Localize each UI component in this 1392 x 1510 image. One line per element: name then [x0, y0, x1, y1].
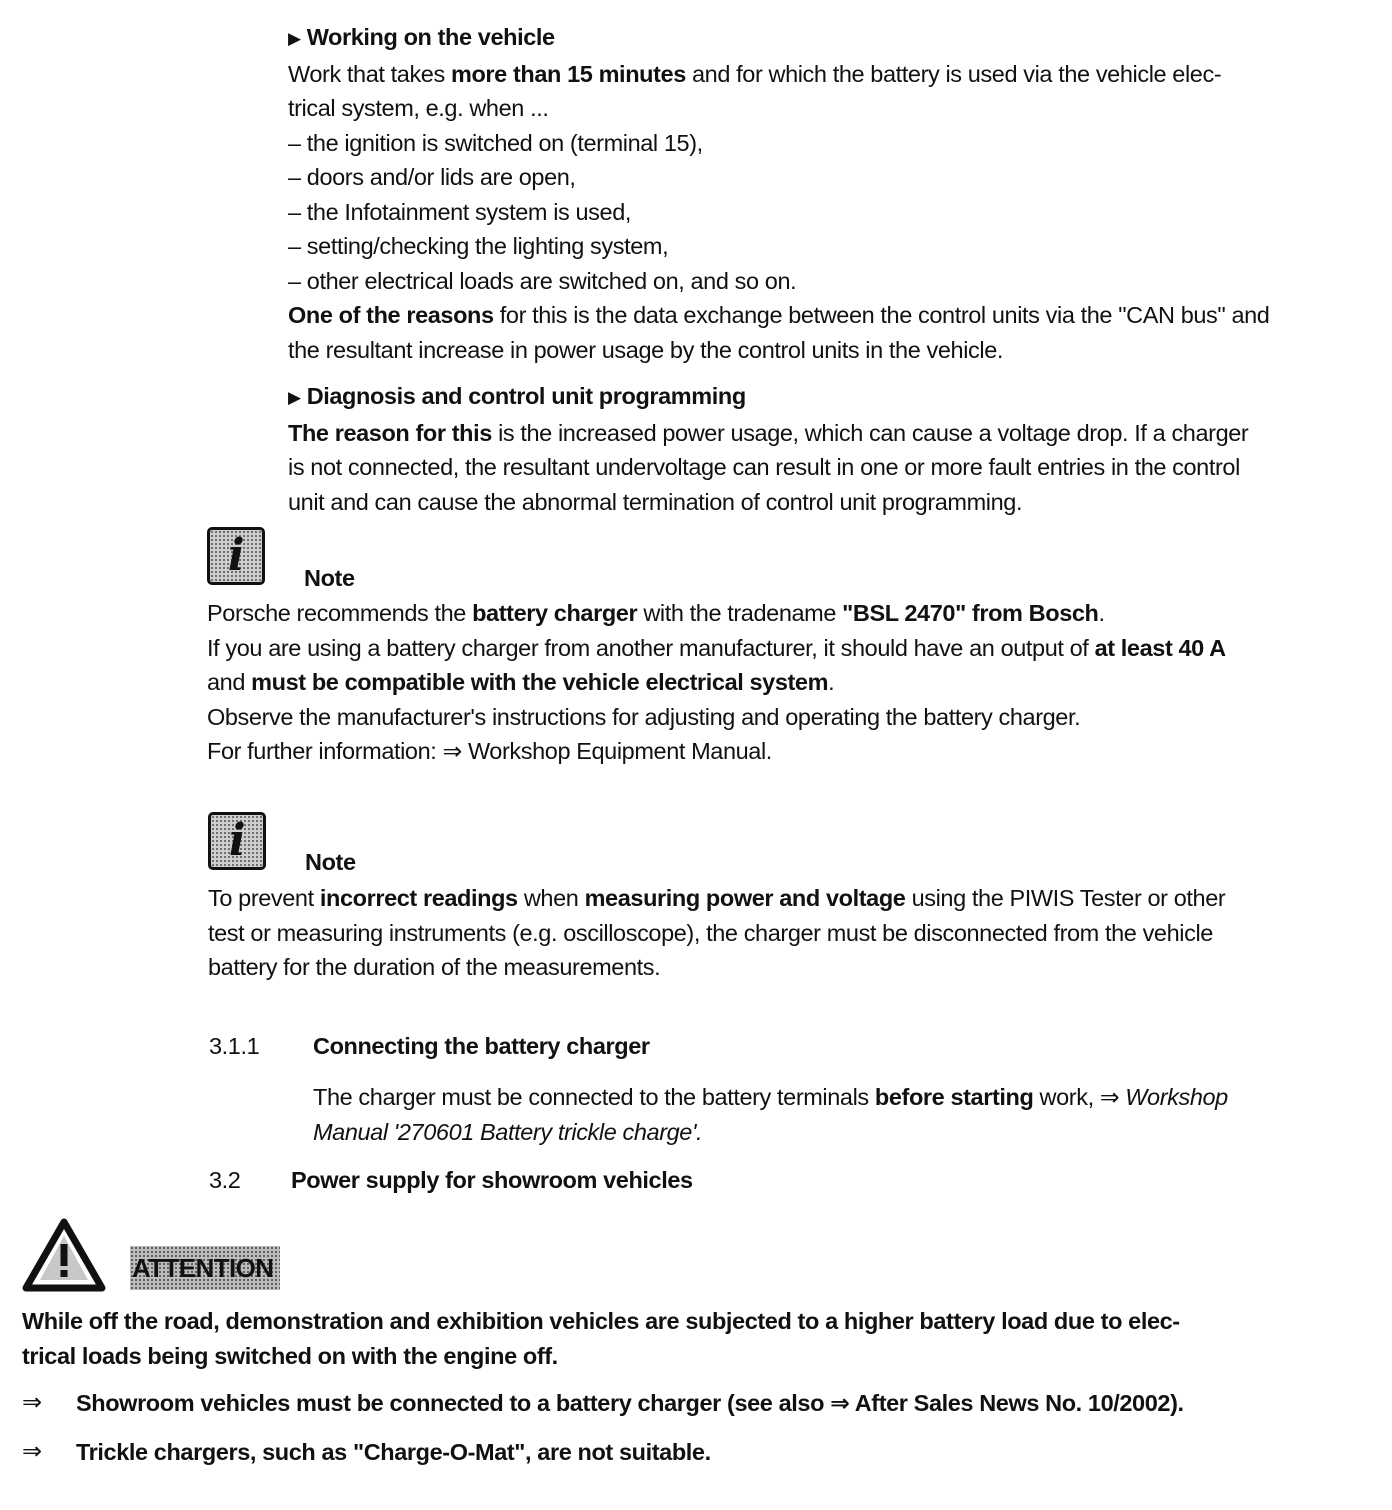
- diagnosis-line-2: is not connected, the resultant undervoltage can result in one or more fault entries in the control: [288, 454, 1240, 480]
- note1-body: [207, 596, 1226, 769]
- triangle-bullet-icon: ▶: [288, 388, 301, 407]
- attention-bullet-2: Trickle chargers, such as "Charge-O-Mat", are not suitable.: [76, 1439, 711, 1465]
- section-number: 3.2: [209, 1167, 241, 1193]
- section311-body: [313, 1080, 1228, 1149]
- note2-line-3: battery for the duration of the measurements.: [208, 954, 661, 980]
- note2-line-2: test or measuring instruments (e.g. oscilloscope), the charger must be disconnected from the vehicle: [208, 919, 1213, 946]
- note1-line-4: Observe the manufacturer's instructions for adjusting and operating the battery charger.: [207, 703, 1081, 730]
- working-line-2: trical system, e.g. when ...: [288, 95, 549, 121]
- note2-line-1: To prevent incorrect readings when measuring power and voltage using the PIWIS Tester or other: [208, 885, 1226, 911]
- section311-line-2: Manual '270601 Battery trickle charge'.: [313, 1118, 703, 1145]
- section-number: 3.1.1: [209, 1033, 260, 1059]
- diagnosis-section: [288, 379, 1248, 519]
- working-reason-line-2: the resultant increase in power usage by the control units in the vehicle.: [288, 336, 1003, 363]
- attention-line-1: While off the road, demonstration and exhibition vehicles are subjected to a higher battery load due to elec-: [22, 1308, 1180, 1334]
- triangle-bullet-icon: ▶: [288, 29, 301, 48]
- list-item: – doors and/or lids are open,: [288, 164, 576, 190]
- diagnosis-line-1: The reason for this is the increased power usage, which can cause a voltage drop. If a charger: [288, 419, 1249, 446]
- note1-line-5: For further information: ⇒ Workshop Equipment Manual.: [207, 738, 772, 764]
- note-label: Note: [305, 849, 356, 875]
- section-title: Connecting the battery charger: [313, 1033, 650, 1059]
- warning-triangle-icon: [22, 1218, 106, 1292]
- note1-line-1: Porsche recommends the battery charger with the tradename "BSL 2470" from Bosch.: [207, 600, 1105, 626]
- section-title: Power supply for showroom vehicles: [291, 1167, 693, 1193]
- note1-line-3: and must be compatible with the vehicle electrical system.: [207, 669, 835, 695]
- list-item: – the ignition is switched on (terminal 15),: [288, 129, 703, 156]
- note1-line-2: If you are using a battery charger from another manufacturer, it should have an output of at least 40 A: [207, 634, 1226, 661]
- working-section: [288, 20, 1269, 367]
- info-icon: i: [207, 527, 265, 585]
- list-item: – other electrical loads are switched on, and so on.: [288, 267, 797, 294]
- note2-body: [208, 881, 1225, 985]
- attention-body: [22, 1304, 1180, 1373]
- arrow-icon: ⇒: [22, 1389, 42, 1416]
- note-label: Note: [304, 565, 355, 591]
- diagnosis-heading: ▶ Diagnosis and control unit programming: [288, 379, 1248, 416]
- section311-line-1: The charger must be connected to the battery terminals before starting work, ⇒ Workshop: [313, 1084, 1228, 1110]
- attention-label: ATTENTION: [132, 1253, 274, 1283]
- working-line-1: Work that takes more than 15 minutes and for which the battery is used via the vehicle elec-: [288, 60, 1222, 87]
- attention-line-2: trical loads being switched on with the engine off.: [22, 1342, 558, 1369]
- list-item: – the Infotainment system is used,: [288, 198, 631, 225]
- attention-label-box: [130, 1246, 280, 1290]
- list-item: – setting/checking the lighting system,: [288, 233, 669, 259]
- info-icon: i: [208, 812, 266, 870]
- working-heading: ▶ Working on the vehicle: [288, 20, 1269, 57]
- arrow-icon: ⇒: [22, 1438, 42, 1465]
- diagnosis-line-3: unit and can cause the abnormal termination of control unit programming.: [288, 488, 1023, 515]
- working-reason-line-1: One of the reasons for this is the data exchange between the control units via the "CAN bus" and: [288, 302, 1270, 328]
- attention-bullet-1: Showroom vehicles must be connected to a battery charger (see also ⇒ After Sales News No. 10/2002).: [76, 1390, 1184, 1416]
